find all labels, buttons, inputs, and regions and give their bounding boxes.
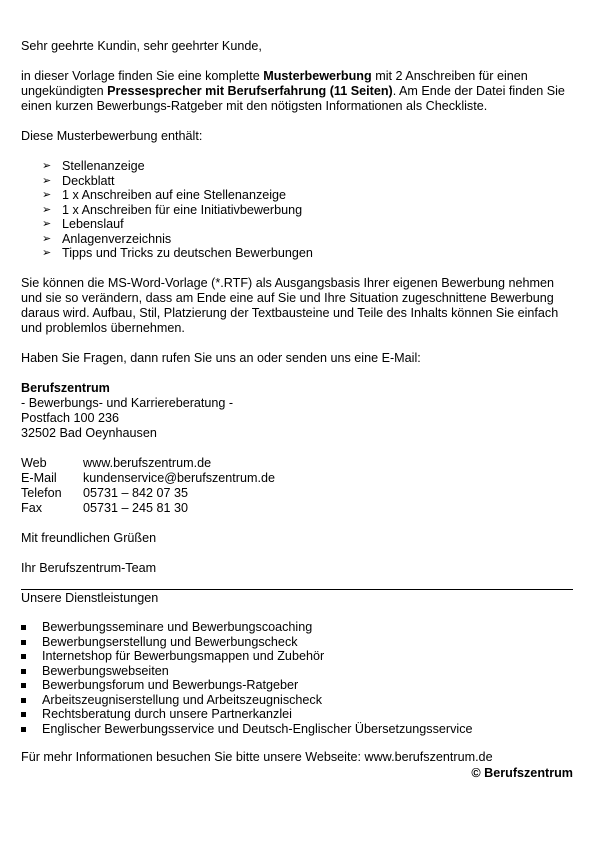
square-bullet-icon [21, 654, 26, 659]
square-bullet-icon [21, 669, 26, 674]
list-item [21, 678, 573, 693]
list-item-label: Englischer Bewerbungsservice und Deutsch-Englischer Übersetzungsservice [42, 721, 473, 736]
list-item [21, 188, 573, 203]
list-item-label: Stellenanzeige [62, 159, 145, 173]
list-item [21, 246, 573, 261]
services-list [21, 620, 573, 736]
list-item [21, 649, 573, 664]
list-item-label: Deckblatt [62, 173, 115, 188]
list-item [21, 620, 573, 635]
company-subtitle: - Bewerbungs- und Karriereberatung - [21, 395, 234, 410]
company-city: 32502 Bad Oeynhausen [21, 425, 157, 440]
contact-table [21, 456, 573, 516]
intro-text-1: in dieser Vorlage finden Sie eine komplette [21, 69, 264, 83]
list-item [21, 693, 573, 708]
list-item-label: Anlagenverzeichnis [62, 231, 172, 246]
list-item-label: 1 x Anschreiben für eine Initiativbewerbung [62, 202, 303, 217]
contact-key: E-Mail [21, 470, 57, 485]
arrow-bullet-icon: ➢ [42, 189, 52, 201]
email-link[interactable]: kundenservice@berufszentrum.de [83, 470, 275, 485]
square-bullet-icon [21, 683, 26, 688]
company-name: Berufszentrum [21, 380, 110, 395]
list-item-label: Rechtsberatung durch unsere Partnerkanzlei [42, 707, 292, 721]
contact-row-email [21, 471, 573, 486]
list-item [21, 217, 573, 232]
list-item-label: 1 x Anschreiben auf eine Stellenanzeige [62, 188, 287, 202]
square-bullet-icon [21, 698, 26, 703]
contact-row-fax [21, 501, 573, 516]
more-info: Für mehr Informationen besuchen Sie bitte unsere Webseite: www.berufszentrum.de [21, 750, 493, 764]
square-bullet-icon [21, 727, 26, 732]
list-item-label: Bewerbungsseminare und Bewerbungscoaching [42, 620, 313, 634]
intro-bold-2: Pressesprecher mit Berufserfahrung (11 Seiten) [107, 84, 393, 98]
list-item [21, 159, 573, 174]
web-link[interactable]: www.berufszentrum.de [83, 455, 212, 470]
list-item-label: Bewerbungserstellung und Bewerbungscheck [42, 634, 298, 649]
list-item-label: Bewerbungsforum und Bewerbungs-Ratgeber [42, 678, 299, 692]
list-item-label: Internetshop für Bewerbungsmappen und Zubehör [42, 649, 325, 663]
usage-paragraph: Sie können die MS-Word-Vorlage (*.RTF) als Ausgangsbasis Ihrer eigenen Bewerbung nehmen und sie so verändern, dass am Ende eine auf Sie und Ihre Situation zugeschnittene Bewerbung daraus wird. Aufbau, Stil, Platzierung der Textbausteine und Teile des Inhalts können Sie einfach und problemlos übernehmen. [21, 275, 559, 335]
phone-value: 05731 – 842 07 35 [83, 485, 189, 500]
intro-text-3: . Am Ende der Datei finden Sie einen kurzen Bewerbungs-Ratgeber mit den nötigsten Informationen als Checkliste. [21, 84, 565, 113]
contents-heading: Diese Musterbewerbung enthält: [21, 129, 203, 143]
contents-list [21, 159, 573, 261]
list-item-label: Arbeitszeugniserstellung und Arbeitszeugnischeck [42, 692, 323, 707]
list-item-label: Bewerbungswebseiten [42, 663, 169, 678]
letter-body [21, 39, 573, 576]
divider [21, 589, 573, 590]
questions-paragraph: Haben Sie Fragen, dann rufen Sie uns an oder senden uns eine E-Mail: [21, 350, 421, 365]
company-address [21, 381, 573, 441]
list-item-label: Lebenslauf [62, 217, 124, 231]
intro-bold-1: Musterbewerbung [263, 69, 372, 83]
list-item [21, 174, 573, 189]
list-item-label: Tipps und Tricks zu deutschen Bewerbungen [62, 246, 313, 260]
list-item [21, 722, 573, 737]
square-bullet-icon [21, 625, 26, 630]
arrow-bullet-icon: ➢ [42, 203, 52, 216]
intro-text-2: mit 2 Anschreiben für einen ungekündigten [21, 69, 528, 98]
contact-key: Telefon [21, 485, 62, 500]
square-bullet-icon [21, 640, 26, 645]
list-item [21, 707, 573, 722]
list-item [21, 203, 573, 218]
salutation: Sehr geehrte Kundin, sehr geehrter Kunde, [21, 39, 262, 53]
company-postbox: Postfach 100 236 [21, 410, 120, 425]
closing: Mit freundlichen Grüßen [21, 530, 157, 545]
arrow-bullet-icon: ➢ [42, 247, 52, 259]
list-item [21, 635, 573, 650]
list-item [21, 664, 573, 679]
contact-key: Web [21, 455, 47, 470]
arrow-bullet-icon: ➢ [42, 160, 52, 172]
list-item [21, 232, 573, 247]
signature: Ihr Berufszentrum-Team [21, 560, 157, 575]
contact-key: Fax [21, 500, 42, 515]
arrow-bullet-icon: ➢ [42, 218, 52, 230]
intro-paragraph [21, 69, 573, 114]
arrow-bullet-icon: ➢ [42, 174, 52, 187]
fax-value: 05731 – 245 81 30 [83, 500, 189, 515]
contact-row-phone [21, 486, 573, 501]
arrow-bullet-icon: ➢ [42, 232, 52, 245]
square-bullet-icon [21, 712, 26, 717]
services-section [21, 591, 573, 765]
contact-row-web [21, 456, 573, 471]
copyright: © Berufszentrum [471, 766, 573, 780]
services-heading: Unsere Dienstleistungen [21, 591, 159, 605]
